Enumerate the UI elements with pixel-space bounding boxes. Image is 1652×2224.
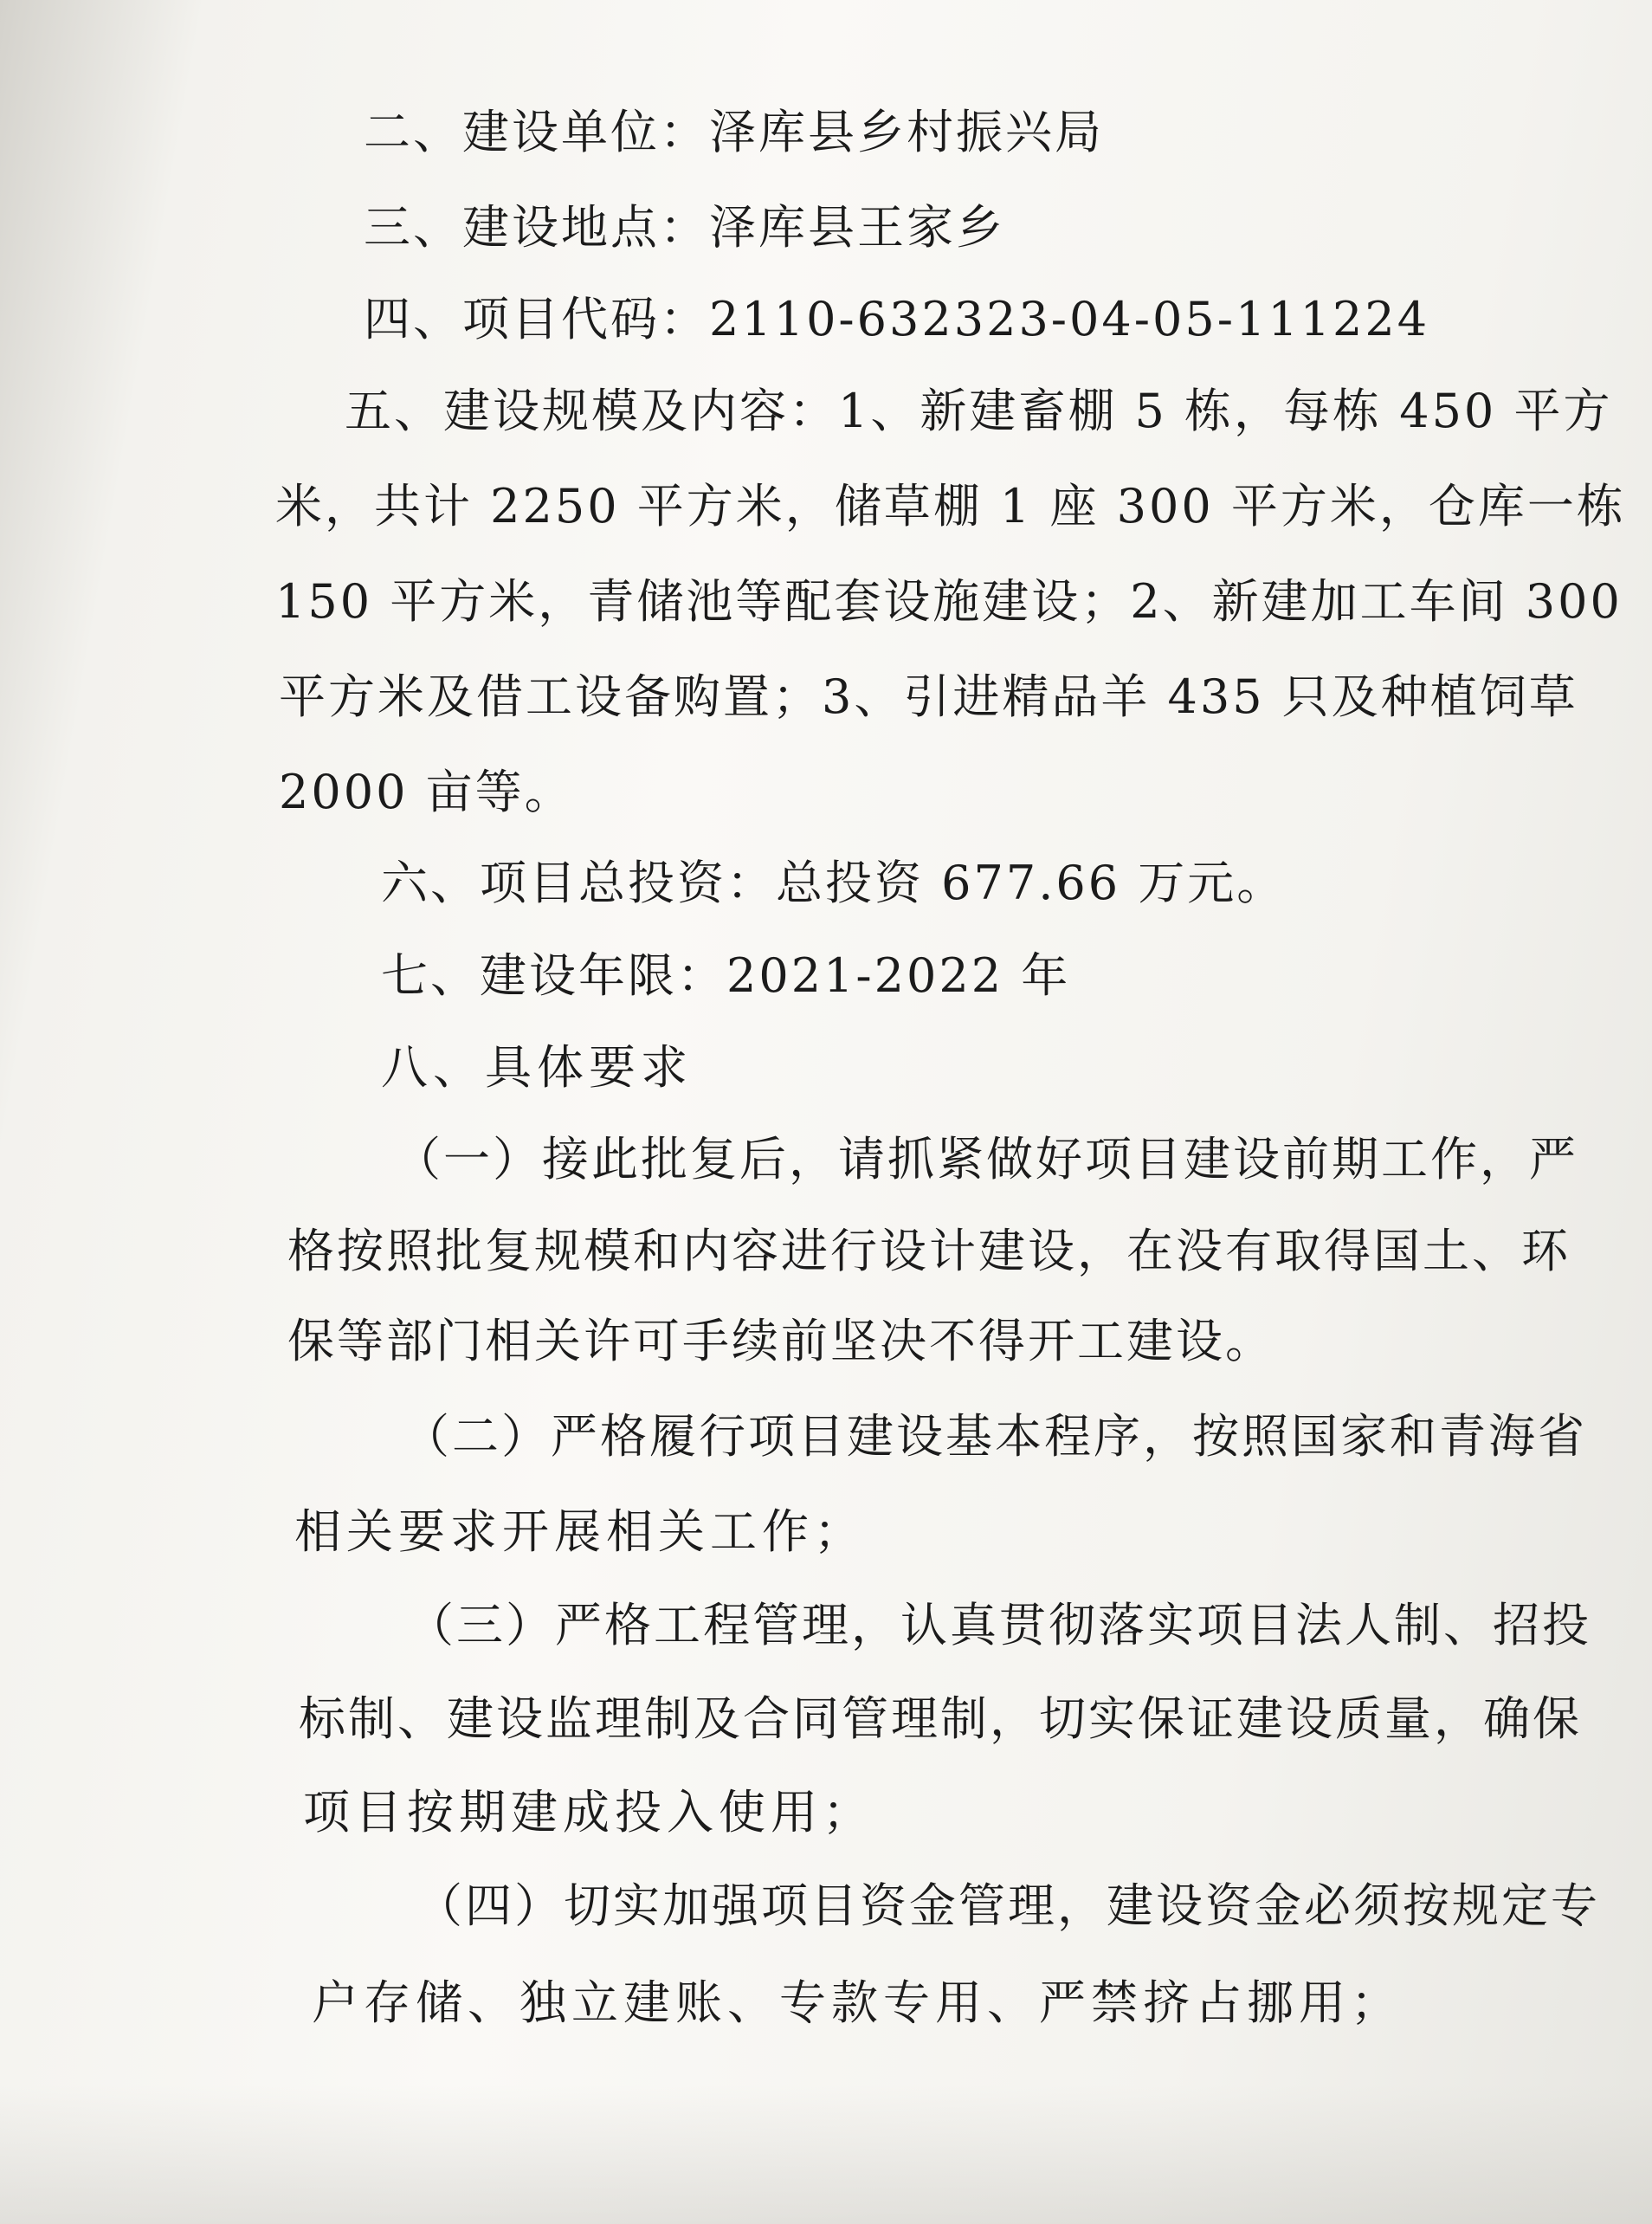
section-7-construction-period: 七、建设年限：2021-2022 年	[381, 948, 1071, 1003]
section-2-construction-unit: 二、建设单位：泽库县乡村振兴局	[364, 105, 1104, 159]
requirement-1-line-3: 保等部门相关许可手续前坚决不得开工建设。	[287, 1314, 1274, 1368]
requirement-2-line-2: 相关要求开展相关工作；	[294, 1504, 866, 1559]
section-6-total-investment: 六、项目总投资：总投资 677.66 万元。	[381, 856, 1287, 910]
requirement-3-line-3: 项目按期建成投入使用；	[303, 1785, 874, 1839]
section-5-scale-line-3: 150 平方米，青储池等配套设施建设；2、新建加工车间 300	[275, 574, 1623, 629]
section-5-scale-line-4: 平方米及借工设备购置；3、引进精品羊 435 只及种植饲草	[279, 669, 1578, 724]
section-8-heading: 八、具体要求	[381, 1040, 693, 1095]
page-shadow	[0, 2085, 1652, 2224]
requirement-3-line-2: 标制、建设监理制及合同管理制，切实保证建设质量，确保	[299, 1691, 1582, 1746]
requirement-4-line-2: 户存储、独立建账、专款专用、严禁挤占挪用；	[312, 1975, 1403, 2030]
requirement-2-line-1: （二）严格履行项目建设基本程序，按照国家和青海省	[403, 1409, 1587, 1464]
requirement-1-line-1: （一）接此批复后，请抓紧做好项目建设前期工作，严	[394, 1132, 1578, 1186]
section-5-scale-line-2: 米，共计 2250 平方米，储草棚 1 座 300 平方米，仓库一栋	[275, 479, 1626, 533]
section-5-scale-line-1: 五、建设规模及内容：1、新建畜棚 5 栋，每栋 450 平方	[345, 384, 1613, 438]
section-3-construction-site: 三、建设地点：泽库县王家乡	[364, 200, 1005, 255]
requirement-3-line-1: （三）严格工程管理，认真贯彻落实项目法人制、招投	[407, 1598, 1591, 1652]
requirement-1-line-2: 格按照批复规模和内容进行设计建设，在没有取得国土、环	[287, 1224, 1571, 1278]
requirement-4-line-1: （四）切实加强项目资金管理，建设资金必须按规定专	[416, 1878, 1600, 1933]
section-5-scale-line-5: 2000 亩等。	[279, 765, 574, 819]
section-4-project-code: 四、项目代码：2110-632323-04-05-111224	[364, 292, 1430, 346]
